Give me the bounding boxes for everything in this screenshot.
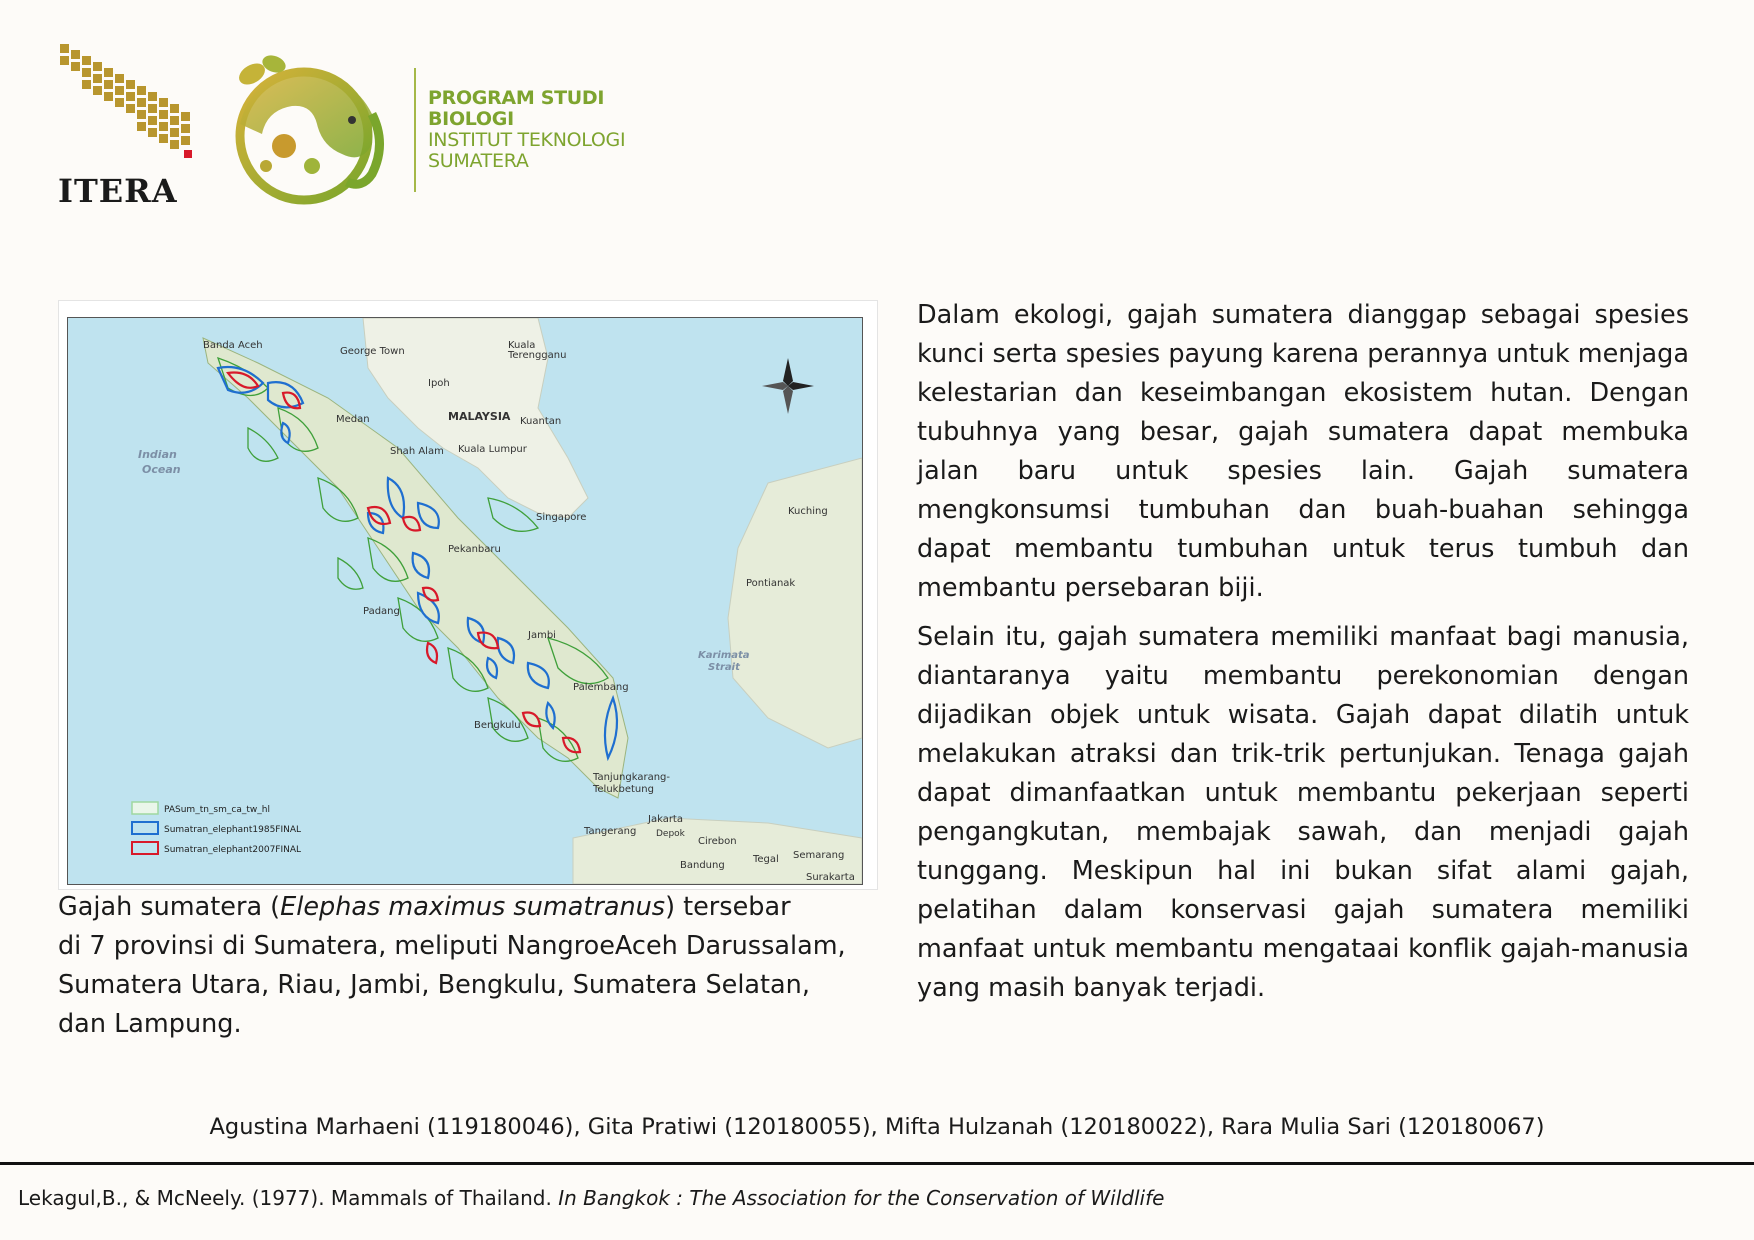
legend-swatch-2007 xyxy=(132,842,158,854)
reference-citation: Lekagul,B., & McNeely. (1977). Mammals of Thailand. In Bangkok : The Association for the Conservation of Wildlife xyxy=(18,1186,1165,1210)
label-jakarta: Jakarta xyxy=(648,814,683,825)
legend-swatch-protected-areas xyxy=(132,802,158,814)
program-line-1: PROGRAM STUDI xyxy=(428,87,605,109)
label-surakarta: Surakarta xyxy=(806,872,855,883)
label-pontianak: Pontianak xyxy=(746,578,796,589)
label-kuching: Kuching xyxy=(788,506,828,517)
legend-swatch-1985 xyxy=(132,822,158,834)
map-caption xyxy=(58,888,908,1044)
north-arrow-icon xyxy=(762,358,814,414)
label-jambi: Jambi xyxy=(528,630,556,641)
label-shah-alam: Shah Alam xyxy=(390,446,444,457)
label-ipoh: Ipoh xyxy=(428,378,450,389)
itera-mosaic-icon xyxy=(56,40,196,170)
label-kuala-terengganu-2: Terengganu xyxy=(508,350,567,361)
itera-logo xyxy=(56,40,196,210)
legend-label-1985: Sumatran_elephant1985FINAL xyxy=(164,825,302,835)
body-text xyxy=(917,296,1689,1018)
itera-logo-text: ITERA xyxy=(58,172,178,210)
elephant-leaf-emblem-icon xyxy=(222,54,394,210)
label-singapore: Singapore xyxy=(536,512,587,523)
label-kuala-terengganu-1: Kuala xyxy=(508,340,536,351)
label-karimata-1: Karimata xyxy=(698,650,750,661)
header-divider xyxy=(414,68,416,192)
caption-line-4: dan Lampung. xyxy=(58,1009,242,1039)
label-indian-ocean-1: Indian xyxy=(138,448,177,461)
label-palembang: Palembang xyxy=(573,682,629,693)
program-line-2: BIOLOGI xyxy=(428,108,514,130)
caption-line-3: Sumatera Utara, Riau, Jambi, Bengkulu, Sumatera Selatan, xyxy=(58,970,810,1000)
label-depok: Depok xyxy=(656,829,685,839)
borneo xyxy=(728,458,862,748)
label-semarang: Semarang xyxy=(793,850,845,861)
label-bengkulu: Bengkulu xyxy=(474,720,521,731)
label-tanjungkarang-1: Tanjungkarang- xyxy=(593,772,670,783)
legend-label-protected-areas: PASum_tn_sm_ca_tw_hl xyxy=(164,805,270,815)
label-cirebon: Cirebon xyxy=(698,836,737,847)
label-medan: Medan xyxy=(336,414,370,425)
caption-line-1: Gajah sumatera (Elephas maximus sumatranus) tersebar xyxy=(58,892,791,922)
label-banda-aceh: Banda Aceh xyxy=(203,340,263,351)
scientific-name: Elephas maximus sumatranus xyxy=(280,892,666,922)
label-karimata-2: Strait xyxy=(708,662,740,673)
label-malaysia: MALAYSIA xyxy=(448,410,511,423)
label-tegal: Tegal xyxy=(753,854,779,865)
label-bandung: Bandung xyxy=(680,860,725,871)
label-pekanbaru: Pekanbaru xyxy=(448,544,501,555)
label-kuala-lumpur: Kuala Lumpur xyxy=(458,444,527,455)
institute-line-2: SUMATERA xyxy=(428,150,529,172)
footer-divider xyxy=(0,1162,1754,1165)
elephant-distribution-map xyxy=(58,300,878,890)
caption-line-2: di 7 provinsi di Sumatera, meliputi NangroeAceh Darussalam, xyxy=(58,931,846,961)
label-padang: Padang xyxy=(363,606,400,617)
legend-label-2007: Sumatran_elephant2007FINAL xyxy=(164,845,302,855)
label-kuantan: Kuantan xyxy=(520,416,562,427)
institute-line-1: INSTITUT TEKNOLOGI xyxy=(428,129,626,151)
paragraph-benefits: Selain itu, gajah sumatera memiliki manfaat bagi manusia, diantaranya yaitu membantu perekonomian dengan dijadikan objek untuk wisata. Gajah dapat dilatih untuk melakukan atraksi dan trik-trik pertunjukan. Tenaga gajah dapat dimanfaatkan untuk membantu pekerjaan seperti pengangkutan, membajak sawah, dan menjadi gajah tunggang. Meskipun hal ini bukan sifat alami gajah, pelatihan dalam konservasi gajah sumatera memiliki manfaat untuk membantu mengataai konflik gajah-manusia yang masih banyak terjadi. xyxy=(917,622,1689,1003)
label-george-town: George Town xyxy=(340,346,405,357)
map-legend xyxy=(132,802,301,855)
paragraph-ecology: Dalam ekologi, gajah sumatera dianggap sebagai spesies kunci serta spesies payung karena perannya untuk menjaga kelestarian dan keseimbangan ekosistem hutan. Dengan tubuhnya yang besar, gajah sumatera dapat membuka jalan baru untuk spesies lain. Gajah sumatera mengkonsumsi tumbuhan dan buah-buahan sehingga dapat membantu tumbuhan untuk terus tumbuh dan membantu persebaran biji. xyxy=(917,300,1689,603)
authors-line: Agustina Marhaeni (119180046), Gita Pratiwi (120180055), Mifta Hulzanah (120180022), Rara Mulia Sari (120180067) xyxy=(209,1114,1545,1140)
map-canvas xyxy=(67,317,863,885)
label-tanjungkarang-2: Telukbetung xyxy=(593,784,654,795)
label-indian-ocean-2: Ocean xyxy=(142,463,181,476)
label-tangerang: Tangerang xyxy=(584,826,637,837)
program-title xyxy=(428,88,625,172)
biology-logo xyxy=(222,54,394,210)
